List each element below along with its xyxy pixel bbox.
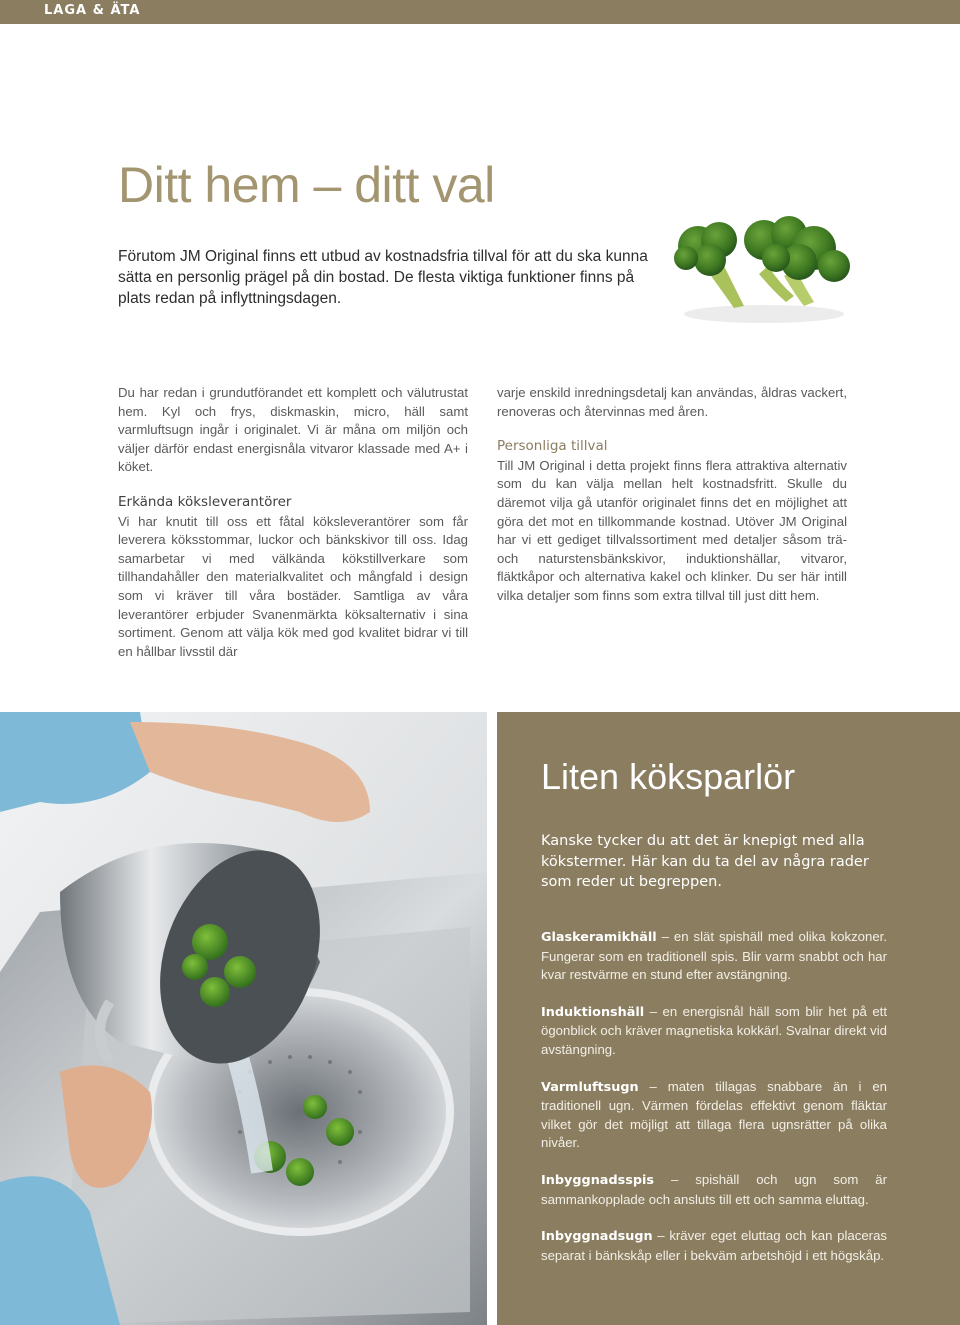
broccoli-image	[664, 196, 864, 336]
body-paragraph: Du har redan i grundutförandet ett komplett och välutrustat hem. Kyl och frys, diskmaskin, micro, häll samt varmluftsugn ingår i originalet. Vi är måna om miljön och väljer därför endast energisnåla vitvaror klassade med A+ i köket.	[118, 385, 468, 475]
glossary-definition: en energisnål häll som blir het på ett ögonblick och kräver magnetiska kokkärl. Svalnar direkt vid avstängning.	[541, 1003, 887, 1057]
glossary-definition: en slät spishäll med olika kokzoner. Fungerar som en traditionell spis. Blir varm snabbt och har kvar restvärme en stund efter avstängning.	[541, 929, 887, 983]
glossary-title: Liten köksparlör	[541, 756, 796, 797]
glossary-term: Glaskeramikhäll	[541, 930, 657, 945]
glossary-list	[541, 928, 887, 1283]
glossary-term: Inbyggnadsugn	[541, 1229, 653, 1245]
glossary-item	[541, 1171, 887, 1209]
glossary-term: Varmluftsugn	[541, 1079, 639, 1095]
page-title: Ditt hem – ditt val	[118, 157, 495, 213]
body-paragraph: Vi har knutit till oss ett fåtal köksleverantörer som får leverera köksstommar, luckor och bänkskivor till oss. Idag samarbetar vi med välkända kökstillverkare som tillhandahåller den materialkvalitet och mångfald i design som vi kräver till våra bostäder. Samtliga av våra leverantörer erbjuder Svanenmärkta köksalternativ i sina sortiment. Genom att välja kök med god kvalitet bidrar vi till en hållbar livsstil där	[118, 513, 468, 659]
glossary-term: Induktionshäll	[541, 1004, 645, 1020]
glossary-definition: spishäll och ugn som är sammankopplade och ansluts till ett och samma eluttag.	[541, 1171, 887, 1207]
body-column-left	[118, 384, 468, 677]
glossary-separator: –	[638, 1078, 668, 1094]
glossary-item	[541, 928, 887, 985]
section-label: LAGA & ÄTA	[44, 3, 141, 18]
glossary-definition: kräver eget eluttag och kan placeras separat i bänkskåp eller i bekväm arbetshöjd i ett högskåp.	[541, 1228, 887, 1263]
section-bar	[0, 0, 960, 24]
glossary-item	[541, 1078, 887, 1153]
subheading-kitchen-suppliers: Erkända köksleverantörer	[118, 493, 292, 510]
intro-paragraph: Förutom JM Original finns ett utbud av kostnadsfria tillval för att du ska kunna sätta en personlig prägel på din bostad. De flesta viktiga funktioner finns på plats redan på inflyttningsdagen.	[118, 248, 648, 307]
subheading-personal-options: Personliga tillval	[497, 438, 608, 455]
body-paragraph: Till JM Original i detta projekt finns flera attraktiva alternativ som du kan välja mellan helt kostnadsfritt. Skulle du däremot vilja gå utanför originalet finns det en möjlighet att göra det mot en tillkommande kostnad. Utöver JM Original har vi ett gediget tillvalssortiment med detaljer såsom trä- och naturstensbänkskivor, induktionshällar, vitvaror, fläktkåpor och alternativa kakel och klinker. Du ser här intill vilka detaljer som finns som extra tillval till just ditt hem.	[497, 457, 847, 603]
glossary-separator: –	[644, 1003, 663, 1019]
glossary-definition: maten tillagas snabbare än i en traditionell ugn. Värmen fördelas effektivt genom fläktar vilket gör det möjligt att tillaga flera ugnsrätter på olika nivåer.	[541, 1078, 887, 1151]
glossary-item	[541, 1003, 887, 1060]
glossary-panel	[497, 712, 960, 1325]
body-paragraph: varje enskild inredningsdetalj kan användas, åldras vackert, renoveras och återvinnas med åren.	[497, 385, 847, 419]
glossary-separator: –	[654, 1171, 696, 1187]
glossary-term: Inbyggnadsspis	[541, 1172, 654, 1188]
glossary-item	[541, 1227, 887, 1265]
body-column-right	[497, 384, 847, 622]
glossary-lead: Kanske tycker du att det är knepigt med alla kökstermer. Här kan du ta del av några rader som reder ut begreppen.	[541, 833, 869, 890]
glossary-separator: –	[656, 929, 674, 944]
glossary-separator: –	[652, 1228, 670, 1244]
kitchen-sink-photo	[0, 712, 487, 1325]
